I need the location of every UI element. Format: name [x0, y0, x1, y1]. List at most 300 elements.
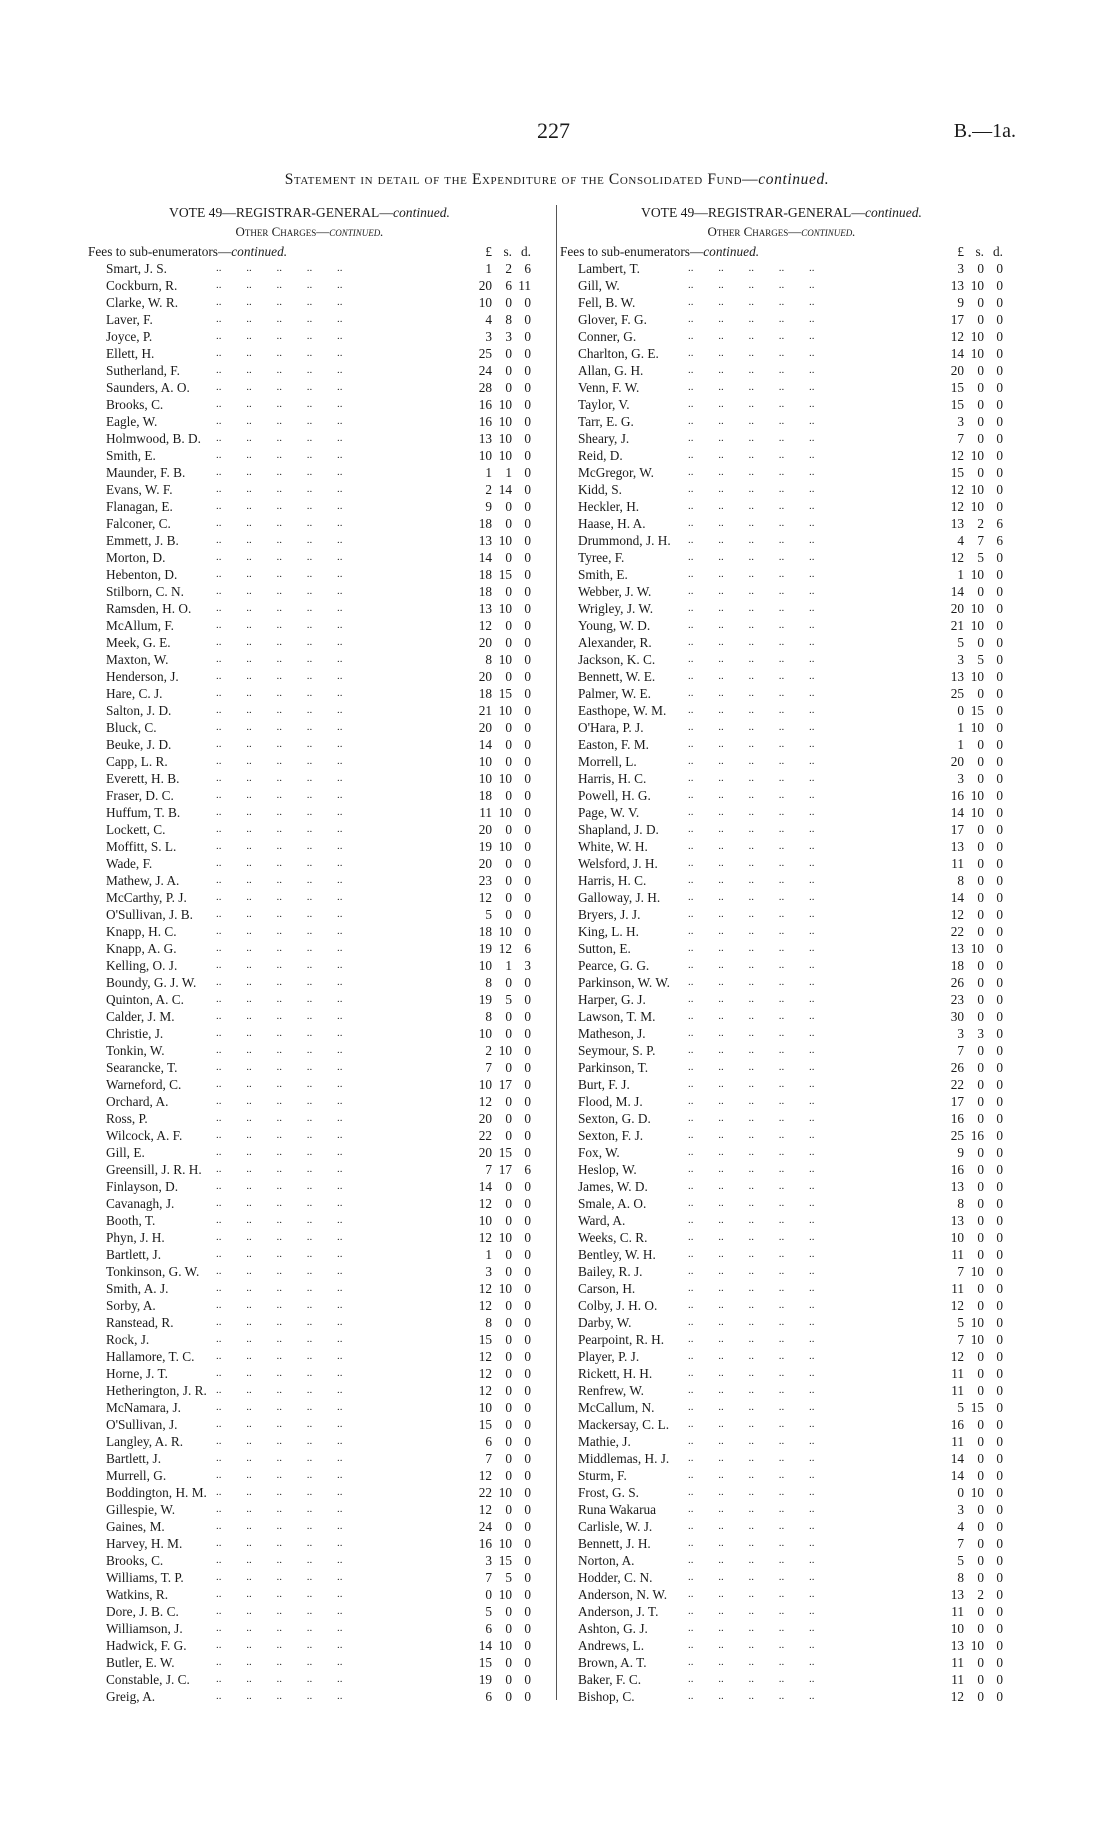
entry-pounds: 12 — [478, 1349, 492, 1364]
entry-name: Smith, E. — [106, 448, 156, 463]
entry-shillings: 0 — [505, 635, 512, 650]
entry-pence: 0 — [996, 975, 1003, 990]
entry-pounds: 10 — [478, 771, 492, 786]
entry-name: Hallamore, T. C. — [106, 1349, 195, 1364]
entry-pence: 0 — [996, 1043, 1003, 1058]
entry-shillings: 0 — [977, 1247, 984, 1262]
pounds-header: £ — [957, 244, 964, 259]
leader-dots: .. .. .. .. .. — [216, 398, 343, 410]
entry-row — [560, 549, 1003, 566]
entry-name: McNamara, J. — [106, 1400, 181, 1415]
entry-name: O'Hara, P. J. — [578, 720, 644, 735]
entry-pounds: 7 — [485, 1060, 492, 1075]
entry-name: Ramsden, H. O. — [106, 601, 192, 616]
entry-pounds: 14 — [478, 1179, 492, 1194]
entry-pence: 0 — [996, 1604, 1003, 1619]
entry-row — [560, 1042, 1003, 1059]
entry-pounds: 14 — [950, 1451, 964, 1466]
entry-pounds: 12 — [478, 618, 492, 633]
entry-shillings: 10 — [498, 1230, 512, 1245]
entry-name: Young, W. D. — [578, 618, 651, 633]
entry-row — [560, 1076, 1003, 1093]
entry-pounds: 19 — [478, 941, 492, 956]
entry-name: Renfrew, W. — [578, 1383, 644, 1398]
entry-pence: 0 — [524, 1196, 531, 1211]
leader-dots: .. .. .. .. .. — [688, 330, 815, 342]
entry-row — [88, 1637, 531, 1654]
entry-row — [88, 583, 531, 600]
shillings-header: s. — [503, 244, 512, 259]
entry-row — [88, 1025, 531, 1042]
leader-dots: .. .. .. .. .. — [216, 1554, 343, 1566]
entry-row — [88, 991, 531, 1008]
statement-title-main: Statement in detail of the Expenditure of the Consolidated Fund— — [284, 171, 759, 188]
entry-pence: 0 — [524, 601, 531, 616]
entry-pounds: 25 — [478, 346, 492, 361]
entry-pounds: 5 — [957, 635, 964, 650]
entry-row — [88, 413, 531, 430]
entry-name: Cockburn, R. — [106, 278, 178, 293]
entry-pounds: 3 — [485, 1553, 492, 1568]
entry-pounds: 16 — [950, 788, 964, 803]
leader-dots: .. .. .. .. .. — [688, 381, 815, 393]
entry-shillings: 10 — [970, 601, 984, 616]
entry-pence: 0 — [524, 1621, 531, 1636]
entry-row — [88, 1382, 531, 1399]
entry-pounds: 14 — [950, 346, 964, 361]
leader-dots: .. .. .. .. .. — [216, 330, 343, 342]
leader-dots: .. .. .. .. .. — [216, 432, 343, 444]
entry-shillings: 0 — [977, 890, 984, 905]
entry-pence: 3 — [524, 958, 531, 973]
entry-shillings: 10 — [970, 448, 984, 463]
entry-shillings: 10 — [970, 805, 984, 820]
entry-pounds: 0 — [957, 1485, 964, 1500]
entry-shillings: 0 — [505, 720, 512, 735]
entry-pence: 0 — [524, 635, 531, 650]
leader-dots: .. .. .. .. .. — [216, 1384, 343, 1396]
entry-shillings: 0 — [505, 737, 512, 752]
section-subtitle-continued: continued. — [801, 224, 856, 239]
entry-pence: 0 — [996, 1638, 1003, 1653]
entry-pence: 0 — [524, 482, 531, 497]
entry-shillings: 0 — [977, 1366, 984, 1381]
entry-shillings: 3 — [977, 1026, 984, 1041]
entry-pence: 0 — [996, 1213, 1003, 1228]
entry-name: James, W. D. — [578, 1179, 648, 1194]
leader-dots: .. .. .. .. .. — [688, 262, 815, 274]
entry-row — [88, 923, 531, 940]
entry-name: Reid, D. — [578, 448, 623, 463]
entry-shillings: 0 — [977, 1570, 984, 1585]
entry-shillings: 10 — [970, 720, 984, 735]
entry-pence: 0 — [996, 805, 1003, 820]
entry-row — [560, 940, 1003, 957]
leader-dots: .. .. .. .. .. — [216, 551, 343, 563]
entry-pence: 0 — [996, 1332, 1003, 1347]
leader-dots: .. .. .. .. .. — [688, 1418, 815, 1430]
entry-pence: 0 — [524, 1485, 531, 1500]
entry-row — [560, 328, 1003, 345]
entry-pounds: 18 — [478, 686, 492, 701]
entry-row — [88, 1263, 531, 1280]
entry-name: Sutton, E. — [578, 941, 631, 956]
leader-dots: .. .. .. .. .. — [216, 585, 343, 597]
entry-list — [88, 260, 531, 1705]
entry-row — [560, 379, 1003, 396]
fees-label-continued: continued. — [703, 244, 760, 259]
entry-pence: 0 — [996, 261, 1003, 276]
entry-shillings: 7 — [977, 533, 984, 548]
entry-pence: 6 — [996, 516, 1003, 531]
leader-dots: .. .. .. .. .. — [688, 908, 815, 920]
entry-name: Searancke, T. — [106, 1060, 178, 1075]
entry-shillings: 0 — [977, 1417, 984, 1432]
entry-shillings: 10 — [498, 533, 512, 548]
leader-dots: .. .. .. .. .. — [688, 1690, 815, 1702]
entry-row — [560, 413, 1003, 430]
entry-pence: 0 — [996, 1621, 1003, 1636]
leader-dots: .. .. .. .. .. — [688, 1503, 815, 1515]
entry-pounds: 28 — [478, 380, 492, 395]
entry-row — [560, 1450, 1003, 1467]
entry-shillings: 0 — [505, 856, 512, 871]
entry-name: Ross, P. — [106, 1111, 148, 1126]
entry-name: Boundy, G. J. W. — [106, 975, 197, 990]
entry-row — [88, 1195, 531, 1212]
entry-pence: 0 — [524, 771, 531, 786]
entry-pounds: 20 — [478, 720, 492, 735]
entry-shillings: 0 — [505, 380, 512, 395]
entry-shillings: 5 — [977, 652, 984, 667]
entry-name: Hebenton, D. — [106, 567, 178, 582]
leader-dots: .. .. .. .. .. — [216, 313, 343, 325]
leader-dots: .. .. .. .. .. — [216, 942, 343, 954]
entry-name: Brooks, C. — [106, 1553, 164, 1568]
entry-shillings: 10 — [498, 652, 512, 667]
entry-pence: 0 — [996, 1077, 1003, 1092]
entry-pounds: 3 — [957, 771, 964, 786]
entry-shillings: 0 — [977, 822, 984, 837]
entry-name: Rock, J. — [106, 1332, 150, 1347]
entry-row — [88, 855, 531, 872]
entry-name: Watkins, R. — [106, 1587, 169, 1602]
entry-pounds: 1 — [485, 261, 492, 276]
entry-pounds: 12 — [478, 1298, 492, 1313]
entry-pence: 0 — [524, 1434, 531, 1449]
entry-pounds: 15 — [478, 1655, 492, 1670]
entry-row — [560, 396, 1003, 413]
entry-shillings: 0 — [505, 1298, 512, 1313]
entry-pounds: 10 — [950, 1621, 964, 1636]
leader-dots: .. .. .. .. .. — [216, 1180, 343, 1192]
entry-pounds: 25 — [950, 1128, 964, 1143]
entry-row — [88, 1331, 531, 1348]
entry-pence: 0 — [524, 1179, 531, 1194]
entry-pence: 0 — [996, 1349, 1003, 1364]
section-subtitle — [88, 224, 531, 240]
entry-row — [88, 719, 531, 736]
entry-shillings: 0 — [505, 550, 512, 565]
vote-title — [560, 204, 1003, 221]
section-subtitle-text: Other Charges— — [707, 224, 802, 239]
entry-row — [560, 532, 1003, 549]
entry-shillings: 16 — [970, 1128, 984, 1143]
entry-shillings: 0 — [977, 1604, 984, 1619]
entry-name: Andrews, L. — [578, 1638, 645, 1653]
entry-pence: 0 — [524, 312, 531, 327]
leader-dots: .. .. .. .. .. — [688, 1401, 815, 1413]
entry-pence: 0 — [524, 1638, 531, 1653]
leader-dots: .. .. .. .. .. — [216, 789, 343, 801]
entry-name: Venn, F. W. — [578, 380, 640, 395]
entry-row — [88, 821, 531, 838]
leader-dots: .. .. .. .. .. — [216, 517, 343, 529]
entry-pence: 0 — [524, 1689, 531, 1704]
leader-dots: .. .. .. .. .. — [216, 670, 343, 682]
entry-name: Charlton, G. E. — [578, 346, 659, 361]
entry-name: Boddington, H. M. — [106, 1485, 207, 1500]
entry-pence: 0 — [996, 1230, 1003, 1245]
entry-pence: 0 — [996, 550, 1003, 565]
entry-pounds: 7 — [485, 1162, 492, 1177]
entry-pence: 0 — [996, 1026, 1003, 1041]
entry-row — [560, 447, 1003, 464]
entry-name: Hare, C. J. — [106, 686, 163, 701]
entry-pounds: 24 — [478, 1519, 492, 1534]
entry-row — [560, 1331, 1003, 1348]
entry-row — [88, 260, 531, 277]
entry-shillings: 0 — [977, 312, 984, 327]
entry-pounds: 10 — [478, 1400, 492, 1415]
entry-name: McAllum, F. — [106, 618, 175, 633]
entry-name: Everett, H. B. — [106, 771, 180, 786]
entry-shillings: 5 — [505, 1570, 512, 1585]
entry-name: O'Sullivan, J. B. — [106, 907, 193, 922]
entry-pounds: 12 — [950, 499, 964, 514]
entry-pounds: 26 — [950, 1060, 964, 1075]
entry-row — [560, 736, 1003, 753]
entry-row — [88, 600, 531, 617]
entry-row — [560, 804, 1003, 821]
entry-row — [88, 906, 531, 923]
entry-shillings: 0 — [505, 1060, 512, 1075]
leader-dots: .. .. .. .. .. — [216, 1435, 343, 1447]
entry-row — [560, 634, 1003, 651]
entry-row — [560, 1110, 1003, 1127]
entry-name: Mathie, J. — [578, 1434, 631, 1449]
entry-pounds: 12 — [478, 1094, 492, 1109]
entry-pence: 0 — [996, 618, 1003, 633]
leader-dots: .. .. .. .. .. — [688, 959, 815, 971]
leader-dots: .. .. .. .. .. — [688, 466, 815, 478]
leader-dots: .. .. .. .. .. — [216, 568, 343, 580]
entry-name: Hetherington, J. R. — [106, 1383, 207, 1398]
leader-dots: .. .. .. .. .. — [216, 738, 343, 750]
entry-shillings: 0 — [505, 1519, 512, 1534]
entry-shillings: 0 — [505, 1672, 512, 1687]
entry-shillings: 14 — [498, 482, 512, 497]
leader-dots: .. .. .. .. .. — [216, 1690, 343, 1702]
entry-pence: 0 — [524, 533, 531, 548]
entry-row — [560, 651, 1003, 668]
entry-pounds: 12 — [950, 1689, 964, 1704]
entry-pounds: 10 — [478, 1213, 492, 1228]
entry-shillings: 0 — [505, 890, 512, 905]
entry-shillings: 0 — [977, 907, 984, 922]
entry-pounds: 1 — [957, 720, 964, 735]
entry-pounds: 24 — [478, 363, 492, 378]
entry-pounds: 10 — [478, 295, 492, 310]
entry-row — [88, 1246, 531, 1263]
entry-row — [560, 1535, 1003, 1552]
entry-pounds: 11 — [951, 1434, 964, 1449]
entry-row — [88, 1297, 531, 1314]
entry-name: Sutherland, F. — [106, 363, 180, 378]
leader-dots: .. .. .. .. .. — [216, 976, 343, 988]
leader-dots: .. .. .. .. .. — [216, 1520, 343, 1532]
entry-row — [560, 1501, 1003, 1518]
entry-pence: 0 — [524, 567, 531, 582]
entry-pounds: 5 — [957, 1315, 964, 1330]
entry-shillings: 10 — [970, 1264, 984, 1279]
entry-shillings: 0 — [977, 1689, 984, 1704]
entry-name: Matheson, J. — [578, 1026, 646, 1041]
entry-shillings: 10 — [498, 431, 512, 446]
entry-pence: 0 — [524, 822, 531, 837]
entry-shillings: 10 — [498, 1043, 512, 1058]
leader-dots: .. .. .. .. .. — [216, 1044, 343, 1056]
leader-dots: .. .. .. .. .. — [216, 1605, 343, 1617]
leader-dots: .. .. .. .. .. — [216, 1673, 343, 1685]
leader-dots: .. .. .. .. .. — [216, 874, 343, 886]
entry-pounds: 11 — [951, 1247, 964, 1262]
section-subtitle-continued: continued. — [329, 224, 384, 239]
entry-pence: 0 — [996, 278, 1003, 293]
leader-dots: .. .. .. .. .. — [688, 1588, 815, 1600]
entry-pence: 0 — [996, 771, 1003, 786]
entry-name: Christie, J. — [106, 1026, 164, 1041]
entry-pounds: 20 — [478, 1111, 492, 1126]
entry-row — [560, 583, 1003, 600]
entry-row — [88, 396, 531, 413]
entry-shillings: 10 — [970, 278, 984, 293]
entry-pounds: 8 — [485, 1009, 492, 1024]
leader-dots: .. .. .. .. .. — [688, 1367, 815, 1379]
entry-pounds: 11 — [951, 1672, 964, 1687]
leader-dots: .. .. .. .. .. — [688, 1010, 815, 1022]
entry-name: Conner, G. — [578, 329, 637, 344]
entry-shillings: 0 — [505, 499, 512, 514]
entry-pence: 0 — [996, 1060, 1003, 1075]
entry-name: Morrell, L. — [578, 754, 637, 769]
entry-pence: 0 — [996, 652, 1003, 667]
entry-pounds: 22 — [950, 924, 964, 939]
leader-dots: .. .. .. .. .. — [216, 1112, 343, 1124]
entry-name: Welsford, J. H. — [578, 856, 658, 871]
entry-pounds: 12 — [950, 907, 964, 922]
leader-dots: .. .. .. .. .. — [688, 1163, 815, 1175]
entry-name: Fox, W. — [578, 1145, 620, 1160]
leader-dots: .. .. .. .. .. — [216, 1129, 343, 1141]
entry-pounds: 18 — [478, 584, 492, 599]
entry-shillings: 15 — [970, 1400, 984, 1415]
entry-row — [88, 1433, 531, 1450]
entry-row — [560, 668, 1003, 685]
entry-pounds: 13 — [950, 278, 964, 293]
entry-pence: 0 — [996, 635, 1003, 650]
entry-name: Jackson, K. C. — [578, 652, 656, 667]
entry-shillings: 0 — [977, 1672, 984, 1687]
entry-row — [560, 1008, 1003, 1025]
entry-pounds: 12 — [950, 329, 964, 344]
entry-shillings: 2 — [505, 261, 512, 276]
entry-name: Carlisle, W. J. — [578, 1519, 653, 1534]
entry-pounds: 25 — [950, 686, 964, 701]
entry-pence: 0 — [996, 788, 1003, 803]
entry-pounds: 18 — [478, 516, 492, 531]
leader-dots: .. .. .. .. .. — [688, 1622, 815, 1634]
entry-shillings: 15 — [498, 686, 512, 701]
entry-pounds: 22 — [478, 1485, 492, 1500]
entry-pence: 0 — [996, 1009, 1003, 1024]
entry-row — [88, 787, 531, 804]
entry-pence: 0 — [996, 720, 1003, 735]
entry-pounds: 11 — [951, 856, 964, 871]
entry-pounds: 5 — [485, 1604, 492, 1619]
fees-label-text: Fees to sub-enumerators— — [560, 244, 704, 259]
entry-name: McCallum, N. — [578, 1400, 655, 1415]
leader-dots: .. .. .. .. .. — [688, 1265, 815, 1277]
leader-dots: .. .. .. .. .. — [216, 1197, 343, 1209]
leader-dots: .. .. .. .. .. — [216, 840, 343, 852]
entry-pence: 0 — [996, 890, 1003, 905]
entry-pence: 0 — [524, 890, 531, 905]
leader-dots: .. .. .. .. .. — [688, 704, 815, 716]
entry-row — [88, 549, 531, 566]
leader-dots: .. .. .. .. .. — [216, 1282, 343, 1294]
entry-pounds: 13 — [478, 601, 492, 616]
entry-row — [560, 260, 1003, 277]
entry-pence: 0 — [524, 363, 531, 378]
entry-pounds: 15 — [950, 397, 964, 412]
left-column — [88, 204, 531, 1705]
leader-dots: .. .. .. .. .. — [688, 925, 815, 937]
entry-pounds: 12 — [478, 1281, 492, 1296]
entry-shillings: 0 — [505, 1604, 512, 1619]
entry-pence: 0 — [996, 1655, 1003, 1670]
entry-shillings: 0 — [977, 1349, 984, 1364]
entry-name: White, W. H. — [578, 839, 648, 854]
entry-shillings: 0 — [977, 1162, 984, 1177]
entry-name: Smith, E. — [578, 567, 628, 582]
entry-shillings: 0 — [505, 1502, 512, 1517]
entry-row — [560, 311, 1003, 328]
entry-shillings: 0 — [977, 363, 984, 378]
leader-dots: .. .. .. .. .. — [688, 1639, 815, 1651]
entry-shillings: 0 — [505, 618, 512, 633]
entry-name: Falconer, C. — [106, 516, 171, 531]
fees-label-text: Fees to sub-enumerators— — [88, 244, 232, 259]
entry-row — [88, 294, 531, 311]
entry-row — [560, 957, 1003, 974]
entry-pence: 0 — [996, 941, 1003, 956]
leader-dots: .. .. .. .. .. — [216, 483, 343, 495]
entry-name: Shapland, J. D. — [578, 822, 659, 837]
leader-dots: .. .. .. .. .. — [688, 1027, 815, 1039]
entry-pence: 0 — [996, 1111, 1003, 1126]
entry-pounds: 8 — [957, 1570, 964, 1585]
